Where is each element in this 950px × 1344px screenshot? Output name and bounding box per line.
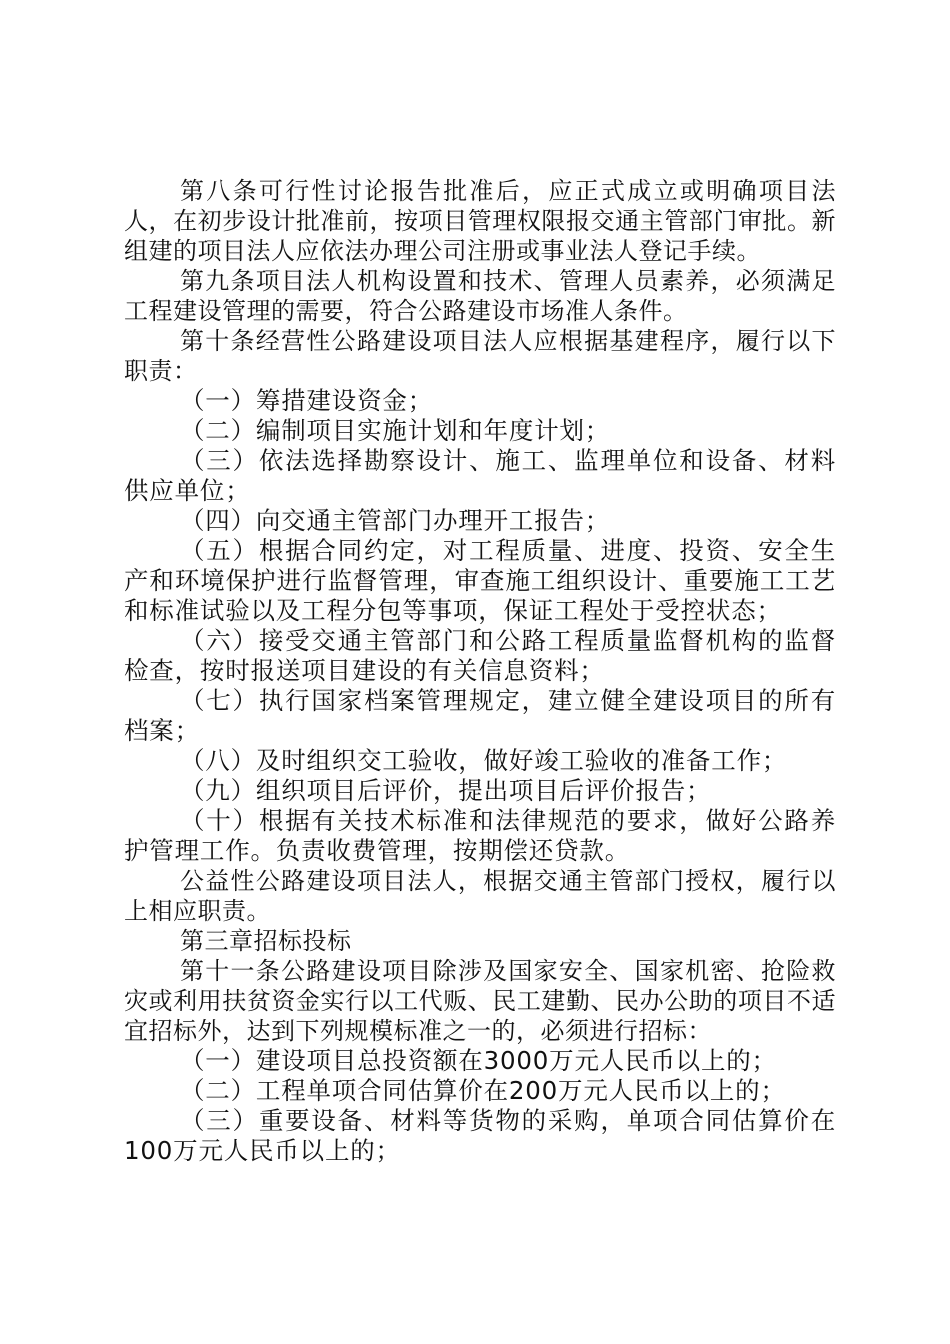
paragraph-article-11: 第十一条公路建设项目除涉及国家安全、国家机密、抢险救灾或利用扶贫资金实行以工代贩、民工建勤、民办公助的项目不适宜招标外，达到下列规模标准之一的，必须进行招标： (124, 957, 836, 1045)
list-item: （三）依法选择勘察设计、施工、监理单位和设备、材料供应单位； (124, 446, 836, 505)
list-item: （四）向交通主管部门办理开工报告； (180, 506, 611, 535)
list-item: （五）根据合同约定，对工程质量、进度、投资、安全生产和环境保护进行监督管理，审查施工组织设计、重要施工工艺和标准试验以及工程分包等事项，保证工程处于受控状态； (124, 536, 836, 625)
paragraph-public-welfare: 公益性公路建设项目法人，根据交通主管部门授权，履行以上相应职责。 (124, 867, 836, 925)
list-item: （八）及时组织交工验收，做好竣工验收的准备工作； (180, 746, 788, 775)
chapter-heading: 第三章招标投标 (180, 927, 352, 955)
list-item: （二）编制项目实施计划和年度计划； (180, 416, 611, 445)
list-item: （六）接受交通主管部门和公路工程质量监督机构的监督检查，按时报送项目建设的有关信息资料； (124, 626, 836, 685)
paragraph-article-9: 第九条项目法人机构设置和技术、管理人员素养，必须满足工程建设管理的需要，符合公路建设市场准人条件。 (124, 267, 836, 325)
list-item: （七）执行国家档案管理规定，建立健全建设项目的所有档案； (124, 686, 836, 745)
list-item: （三）重要设备、材料等货物的采购，单项合同估算价在100万元人民币以上的； (124, 1106, 836, 1165)
list-item: （一）建设项目总投资额在3000万元人民币以上的； (180, 1046, 777, 1075)
paragraph-article-8: 第八条可行性讨论报告批准后，应正式成立或明确项目法人，在初步设计批准前，按项目管理权限报交通主管部门审批。新组建的项目法人应依法办理公司注册或事业法人登记手续。 (124, 177, 836, 265)
document-page (124, 176, 836, 1166)
list-item: （十）根据有关技术标准和法律规范的要求，做好公路养护管理工作。负责收费管理，按期偿还贷款。 (124, 806, 836, 865)
list-item: （一）筹措建设资金； (180, 386, 433, 415)
list-item: （二）工程单项合同估算价在200万元人民币以上的； (180, 1076, 786, 1105)
paragraph-article-10: 第十条经营性公路建设项目法人应根据基建程序，履行以下职责： (124, 327, 836, 385)
list-item: （九）组织项目后评价，提出项目后评价报告； (180, 776, 712, 805)
